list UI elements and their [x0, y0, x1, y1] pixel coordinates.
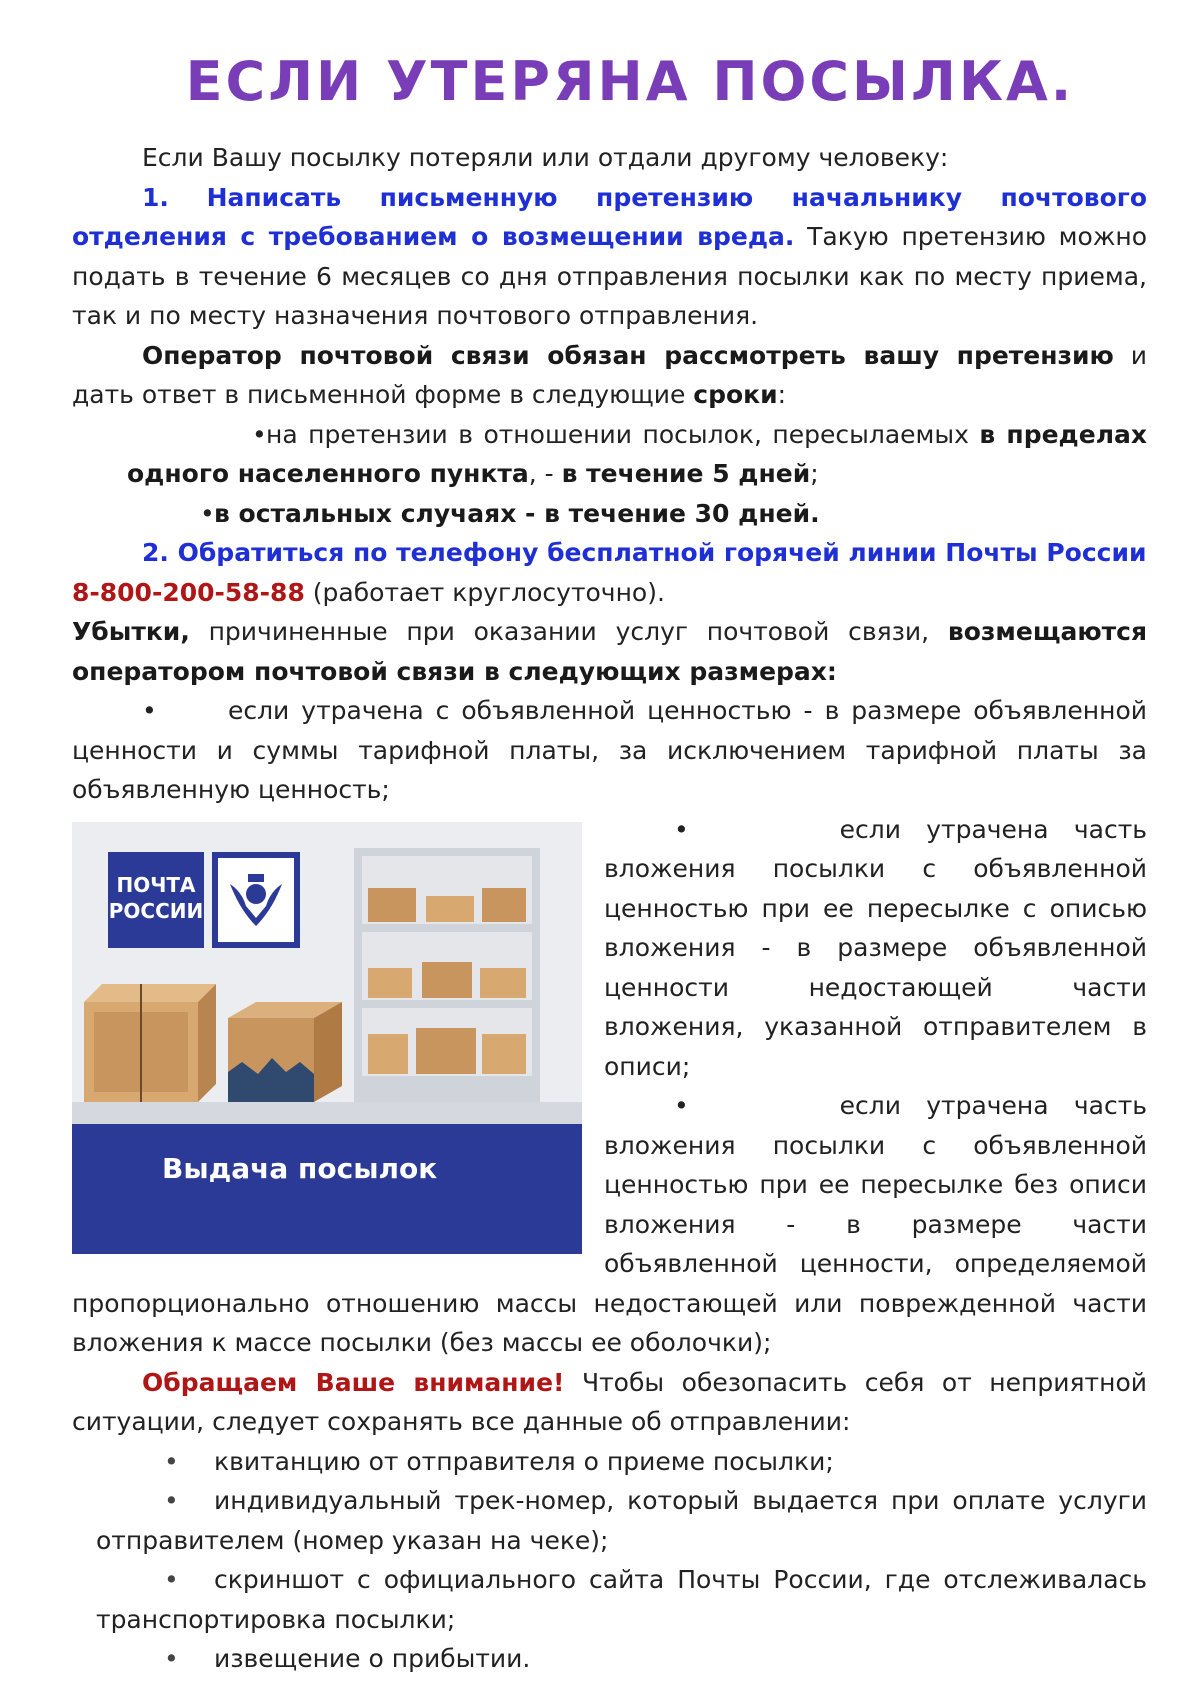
step-1-title: Написать письменную претензию начальнику почтового отделения с требованием о возмещении вреда. [72, 182, 1147, 251]
loss-case-3-text: если утрачена часть вложения посылки с объявленной ценностью при ее пересылке без описи вложения - в размере части объявленной ценности, определяемой пропорционально отношению массы недостающей или поврежденной части вложения к массе посылки (без массы ее оболочки); [72, 1091, 1147, 1357]
attention-text: Чтобы обезопасить себя от неприятной ситуации, следует сохранять все данные об отправлении: [72, 1367, 1147, 1436]
attention-label: Обращаем Ваше внимание! [142, 1367, 565, 1397]
hotline-phone: 8-800-200-58-88 [72, 577, 305, 607]
bullet-icon: • [164, 1565, 179, 1594]
losses-text: причиненные при оказании услуг почтовой связи, [189, 617, 948, 646]
list-item [96, 1481, 1147, 1560]
list-item-text: извещение о прибытии. [214, 1644, 531, 1673]
document-body [72, 138, 1147, 1679]
list-item [96, 1442, 1147, 1482]
parcel-box-icon [228, 1002, 342, 1102]
attention-paragraph [72, 1363, 1147, 1442]
list-item-text: скриншот с официального сайта Почты России, где отслеживалась транспортировка посылки; [96, 1565, 1147, 1634]
hotline [72, 573, 1147, 613]
bullet-icon: • [164, 1446, 179, 1476]
shelves-icon [354, 848, 540, 1110]
loss-case-1-text: если утрачена с объявленной ценностью - в размере объявленной ценности и суммы тарифной платы, за исключением тарифной платы за объявленную ценность; [72, 696, 1147, 804]
losses-heading [72, 612, 1147, 691]
step-2 [72, 533, 1147, 573]
list-item [96, 1560, 1147, 1639]
deadline-item-1 [72, 415, 1147, 494]
operator-colon: : [777, 380, 787, 409]
deadline-item-2 [72, 494, 1147, 534]
bullet-icon: • [674, 814, 689, 844]
keep-list [72, 1442, 1147, 1679]
image-caption: Выдача посылок [162, 1151, 438, 1185]
intro-text: Если Вашу посылку потеряли или отдали другому человеку: [142, 143, 949, 172]
deadline-1-text: на претензии в отношении посылок, пересылаемых [266, 419, 980, 449]
step-1 [72, 178, 1147, 336]
logo-line-1: ПОЧТА [116, 872, 196, 897]
losses-bold-2: возмещаются оператором почтовой связи в следующих размерах: [72, 617, 1147, 686]
post-office-illustration [72, 822, 582, 1254]
bullet-icon: • [252, 419, 267, 449]
operator-bold-3: сроки [693, 380, 778, 409]
deadline-1-sep: , - [528, 459, 562, 488]
loss-case-2-text: если утрачена часть вложения посылки с объявленной ценностью при ее пересылке с описью вложения - в размере объявленной ценности недостающей части вложения, указанной отправителем в описи; [604, 814, 1147, 1081]
step-2-title: 2. Обратиться по телефону бесплатной горячей линии Почты России [142, 538, 1147, 567]
operator-paragraph [72, 336, 1147, 415]
step-1-number: 1. [142, 182, 169, 212]
parcel-box-icon [84, 984, 216, 1102]
step-1-text: Такую претензию можно подать в течение 6 месяцев со дня отправления посылки как по месту приема, так и по месту назначения почтового отправления. [72, 222, 1147, 330]
bullet-icon: • [142, 696, 157, 725]
bullet-icon: • [200, 498, 215, 528]
deadline-1-bold: в пределах одного населенного пункта [127, 419, 1147, 488]
bullet-icon: • [674, 1091, 689, 1120]
bullet-icon: • [164, 1486, 179, 1515]
hotline-note: (работает круглосуточно). [304, 577, 665, 607]
loss-case-1 [72, 691, 1147, 810]
deadline-1-end: ; [810, 459, 819, 488]
deadline-1-term: в течение 5 дней [561, 459, 811, 488]
operator-text: и дать ответ в письменной форме [72, 340, 1147, 409]
logo-line-2: РОССИИ [108, 898, 204, 923]
page-title: ЕСЛИ УТЕРЯНА ПОСЫЛКА. [185, 50, 1075, 113]
list-item-text: индивидуальный трек-номер, который выдается при оплате услуги отправителем (номер указан на чеке); [96, 1486, 1147, 1555]
deadline-2-text: в остальных случаях - в течение 30 дней. [214, 498, 820, 528]
operator-bold: Оператор почтовой связи обязан рассмотреть вашу претензию [142, 340, 1114, 370]
list-item-text: квитанцию от отправителя о приеме посылки; [214, 1446, 834, 1476]
operator-bold-2: в следующие [509, 380, 686, 409]
losses-bold: Убытки, [72, 617, 190, 646]
list-item [96, 1639, 1147, 1679]
bullet-icon: • [164, 1644, 179, 1673]
